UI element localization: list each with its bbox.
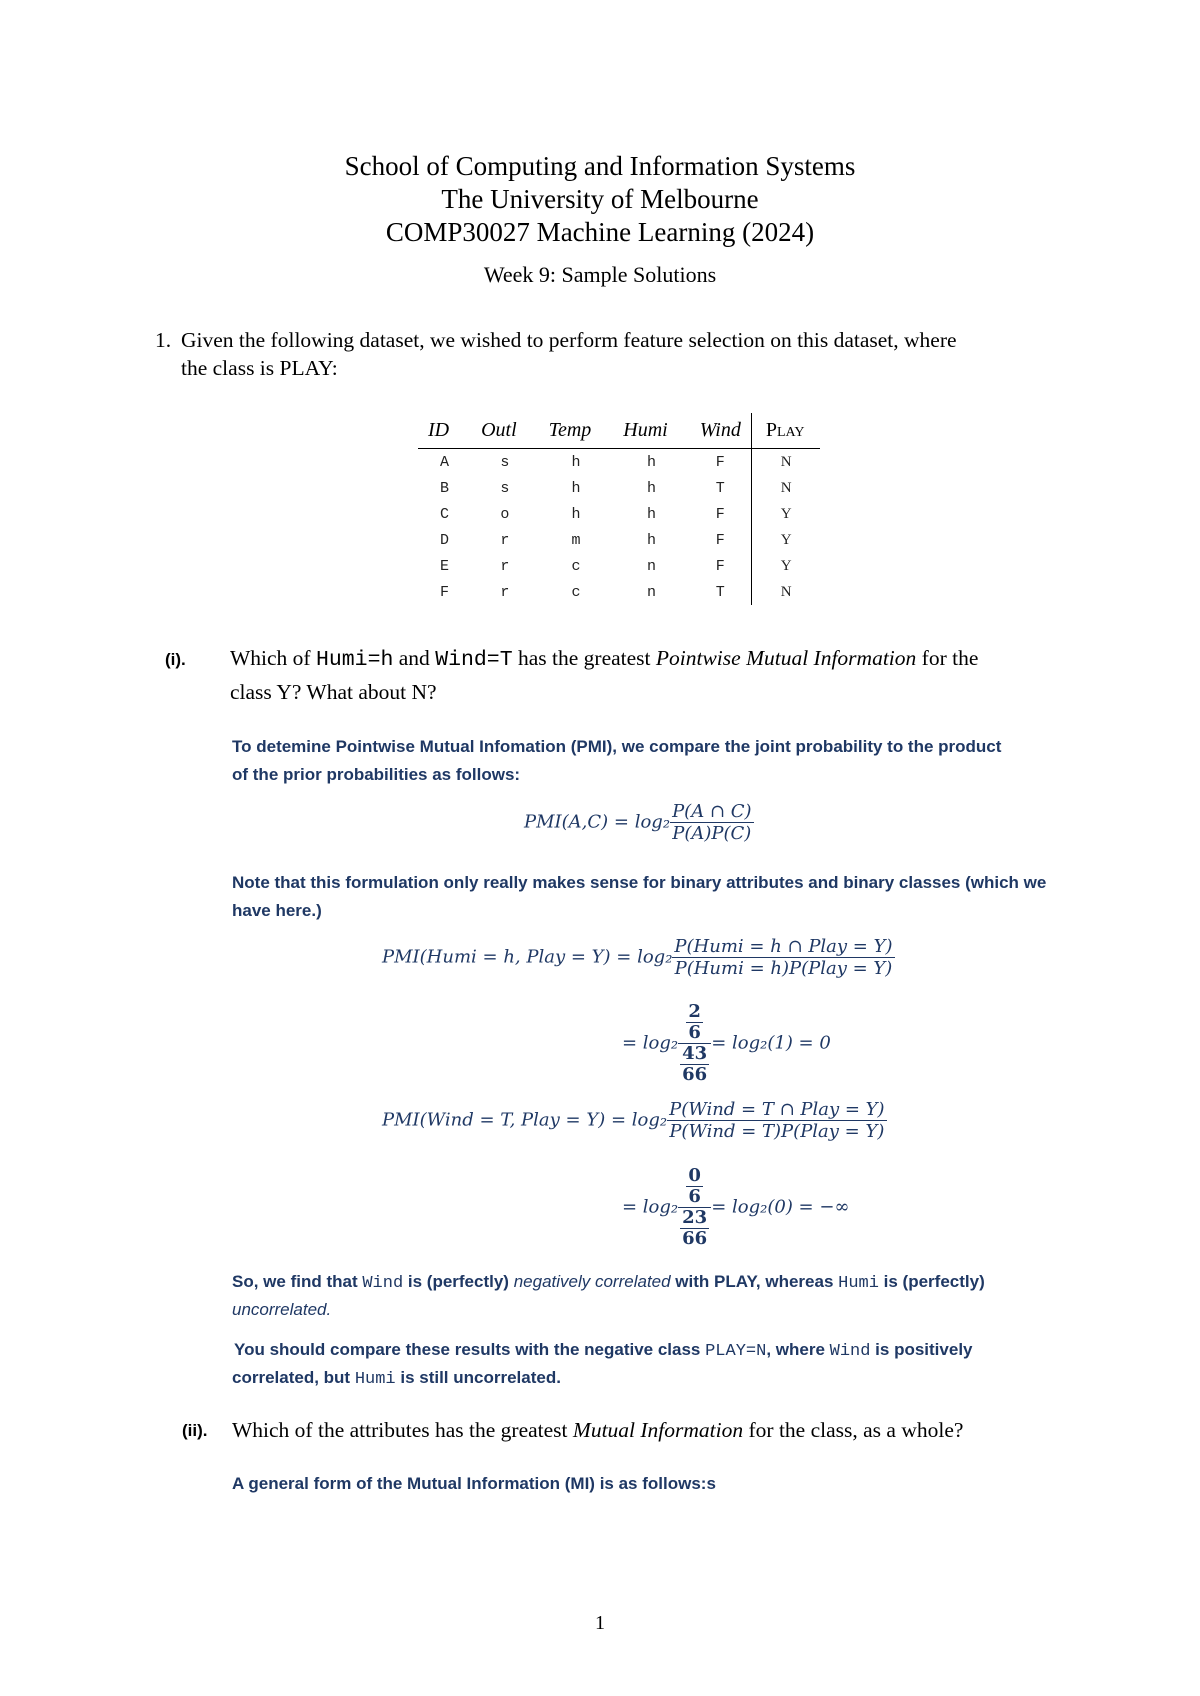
part-i-code-humi: Humi=h	[315, 648, 394, 672]
sol-code-humi: Humi	[354, 1370, 396, 1389]
part-ii-label: (ii).	[182, 1421, 208, 1440]
table-cell: r	[500, 557, 510, 575]
sol-i-p1-line1: To detemine Pointwise Mutual Infomation (PMI), we compare the joint probability to the product	[232, 737, 1002, 756]
equation-lhs: PMI(A,C) = log₂	[524, 811, 671, 833]
part-i-question	[230, 644, 978, 674]
equation-pmi-humi	[382, 936, 895, 979]
equation-rhs: = log₂(1) = 0	[711, 1032, 831, 1054]
part-i-text: Which of	[230, 646, 316, 670]
table-cell: h	[647, 531, 657, 549]
sol-text: is positively	[870, 1340, 973, 1359]
sol-ii-line1: A general form of the Mutual Information (MI) is as follows:s	[232, 1474, 716, 1493]
table-cell: C	[440, 505, 450, 523]
table-cell: F	[715, 505, 725, 523]
equation-numerator: 0	[688, 1165, 701, 1186]
header-university: The University of Melbourne	[441, 184, 759, 214]
part-ii-text: Which of the attributes has the greatest	[232, 1418, 573, 1442]
sol-text: You should compare these results with the negative class	[234, 1340, 706, 1359]
table-cell: F	[715, 557, 725, 575]
equation-numerator	[678, 1166, 711, 1208]
table-row	[418, 579, 820, 605]
equation-fraction	[670, 801, 753, 844]
table-row	[418, 553, 820, 579]
equation-numerator: P(Wind = T ∩ Play = Y)	[669, 1099, 885, 1120]
table-cell: A	[440, 453, 450, 471]
table-cell: s	[500, 453, 510, 471]
equation-denominator: P(Humi = h)P(Play = Y)	[674, 958, 893, 979]
equation-lhs: PMI(Humi = h, Play = Y) = log₂	[382, 946, 673, 968]
col-header-play: Play	[751, 413, 820, 449]
sol-text: So, we find that	[232, 1272, 363, 1291]
sol-text: with PLAY, whereas	[670, 1272, 839, 1291]
table-cell: Y	[751, 501, 820, 527]
equation-denominator	[678, 1044, 711, 1085]
table-row	[418, 449, 820, 476]
equation-numerator: P(A ∩ C)	[672, 801, 752, 822]
sol-code-humi: Humi	[838, 1274, 879, 1293]
sol-code-wind: Wind	[362, 1274, 404, 1293]
question-text-line1: Given the following dataset, we wished to perform feature selection on this dataset, where	[181, 328, 957, 352]
table-header-row	[418, 413, 820, 449]
dataset-table	[418, 413, 820, 605]
equation-fraction	[667, 1099, 886, 1142]
equation-numerator: 23	[682, 1207, 708, 1228]
part-ii-text: for the class, as a whole?	[743, 1418, 964, 1442]
part-i-text: for the	[916, 646, 979, 670]
table-cell: h	[571, 505, 581, 523]
sol-text: is (perfectly)	[878, 1272, 985, 1291]
equation-denominator: 6	[688, 1186, 701, 1207]
sol-i-p3-line1	[232, 1268, 1062, 1298]
equation-pmi-wind	[382, 1099, 887, 1142]
part-i-emphasis: Pointwise Mutual Information	[655, 646, 917, 670]
sol-text: is (perfectly)	[403, 1272, 514, 1291]
part-ii-question	[232, 1416, 963, 1444]
table-cell: Y	[751, 527, 820, 553]
table-cell: h	[647, 453, 657, 471]
table-cell: F	[715, 531, 725, 549]
sol-code-wind: Wind	[829, 1342, 871, 1361]
table-cell: r	[500, 583, 510, 601]
part-i-label: (i).	[165, 650, 186, 669]
equation-denominator: 66	[682, 1228, 708, 1249]
table-cell: n	[647, 557, 657, 575]
table-cell: n	[647, 583, 657, 601]
equation-pmi-definition	[524, 801, 754, 844]
table-row	[418, 501, 820, 527]
part-ii-emphasis: Mutual Information	[572, 1418, 744, 1442]
equation-denominator: 6	[688, 1022, 701, 1043]
table-cell: B	[440, 479, 450, 497]
question-number: 1.	[155, 328, 172, 352]
page-number: 1	[595, 1612, 605, 1634]
table-cell: Y	[751, 553, 820, 579]
equation-denominator: P(A)P(C)	[672, 823, 752, 844]
header-school: School of Computing and Information Systems	[344, 151, 856, 181]
table-cell: o	[500, 505, 510, 523]
table-cell: s	[500, 479, 510, 497]
col-header-id: ID	[418, 413, 471, 449]
sol-i-p3-line2: uncorrelated.	[232, 1300, 332, 1319]
sol-i-p1-line2: of the prior probabilities as follows:	[232, 765, 521, 784]
table-cell: m	[571, 531, 581, 549]
equation-denominator: 66	[682, 1064, 708, 1085]
table-cell: c	[571, 583, 581, 601]
equation-numerator: 2	[688, 1001, 701, 1022]
equation-lhs: = log₂	[622, 1032, 679, 1054]
part-i-question-line2: class Y? What about N?	[230, 680, 437, 704]
sol-text: is still uncorrelated.	[395, 1368, 561, 1387]
table-cell: T	[715, 583, 725, 601]
col-header-wind: Wind	[690, 413, 752, 449]
equation-rhs: = log₂(0) = −∞	[711, 1196, 850, 1218]
table-cell: h	[647, 479, 657, 497]
equation-pmi-wind-value	[622, 1166, 849, 1249]
table-cell: T	[715, 479, 725, 497]
equation-pmi-humi-value	[622, 1002, 831, 1085]
table-cell: h	[571, 479, 581, 497]
sol-i-p4-line1	[234, 1336, 1064, 1366]
table-cell: F	[440, 583, 450, 601]
table-cell: h	[571, 453, 581, 471]
table-cell: h	[647, 505, 657, 523]
sol-emphasis: negatively correlated	[513, 1272, 671, 1291]
equation-numerator	[678, 1002, 711, 1044]
table-cell: D	[440, 531, 450, 549]
col-header-humi: Humi	[613, 413, 689, 449]
sol-i-p2-line1: Note that this formulation only really makes sense for binary attributes and binary classes (which we	[232, 873, 1047, 892]
table-cell: E	[440, 557, 450, 575]
equation-numerator: P(Humi = h ∩ Play = Y)	[674, 936, 893, 957]
equation-lhs: = log₂	[622, 1196, 679, 1218]
question-text-line2: the class is PLAY:	[181, 356, 338, 380]
equation-denominator: P(Wind = T)P(Play = Y)	[669, 1121, 885, 1142]
table-row	[418, 475, 820, 501]
equation-lhs: PMI(Wind = T, Play = Y) = log₂	[382, 1109, 668, 1131]
sol-code-play: PLAY=N	[705, 1342, 767, 1361]
equation-compound-fraction	[678, 1002, 711, 1085]
table-cell: c	[571, 557, 581, 575]
table-cell: N	[751, 579, 820, 605]
part-i-text: and	[393, 646, 436, 670]
equation-fraction	[672, 936, 894, 979]
table-cell: r	[500, 531, 510, 549]
table-cell: N	[751, 475, 820, 501]
sol-i-p2-line2: have here.)	[232, 901, 322, 920]
sol-text: correlated, but	[232, 1368, 355, 1387]
equation-numerator: 43	[682, 1043, 708, 1064]
col-header-outl: Outl	[471, 413, 539, 449]
header-course: COMP30027 Machine Learning (2024)	[385, 217, 815, 247]
col-header-temp: Temp	[539, 413, 614, 449]
equation-denominator	[678, 1208, 711, 1249]
table-row	[418, 527, 820, 553]
equation-compound-fraction	[678, 1166, 711, 1249]
table-cell: F	[715, 453, 725, 471]
part-i-text: has the greatest	[512, 646, 656, 670]
part-i-code-wind: Wind=T	[435, 648, 513, 672]
sol-text: , where	[766, 1340, 830, 1359]
table-cell: N	[751, 449, 820, 476]
sol-i-p4-line2	[232, 1364, 561, 1394]
header-week: Week 9: Sample Solutions	[483, 262, 717, 287]
